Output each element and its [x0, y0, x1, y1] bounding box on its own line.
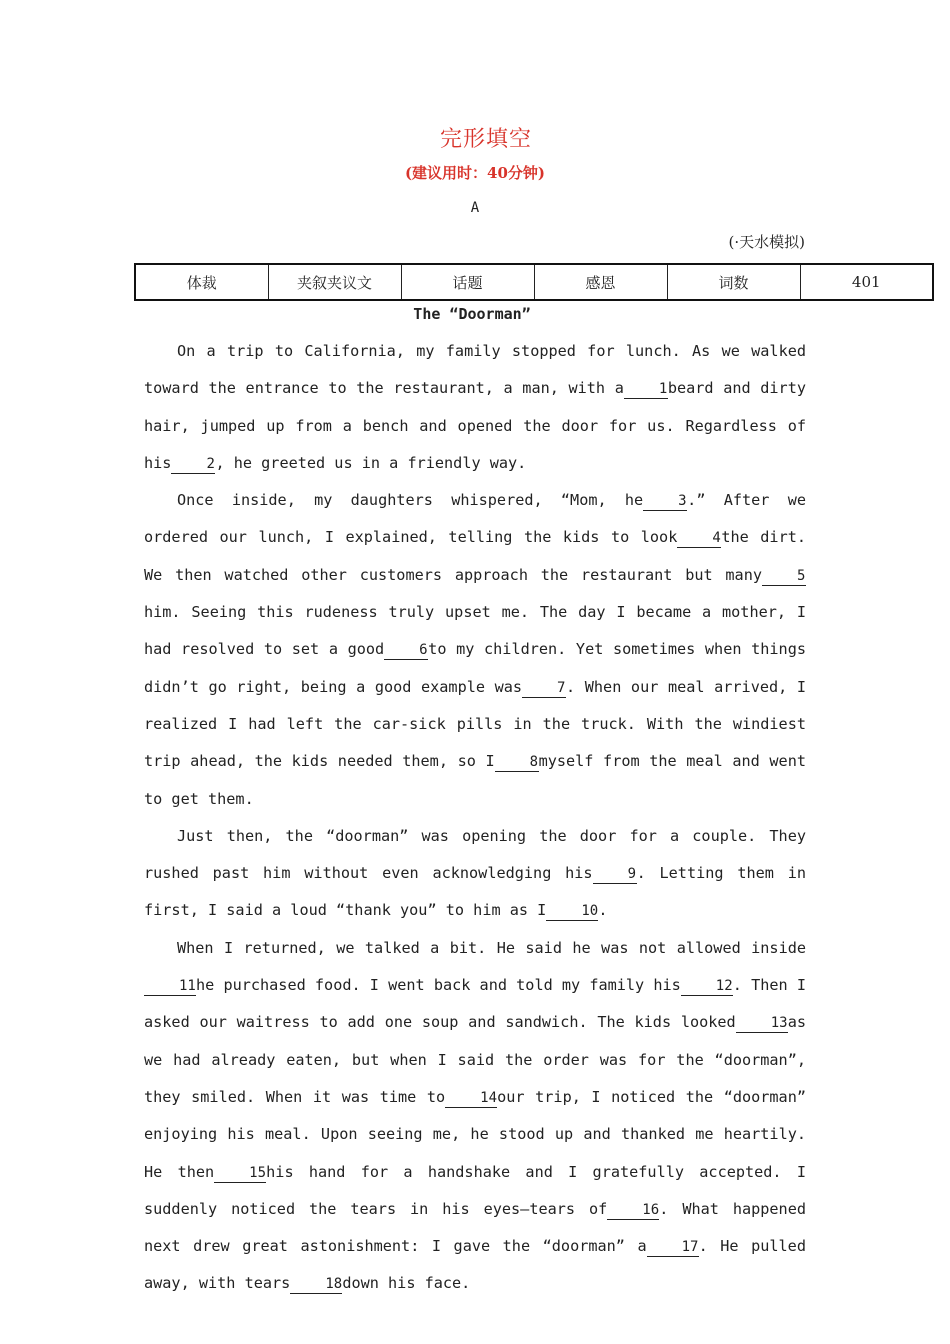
- paragraph-text: his hand for a handshake and I gratefully accepted. I suddenly noticed the tears in his eyes—tears of: [144, 1162, 806, 1218]
- paragraph-text: Once inside, my daughters whispered, “Mom, he: [177, 491, 644, 510]
- blank-number: 4: [712, 530, 721, 547]
- genre-value: 夹叙夹议文: [268, 264, 401, 300]
- time-note: (建议用时：40分钟): [404, 164, 546, 182]
- blank-number: 6: [419, 642, 428, 659]
- genre-label: 体裁: [135, 264, 268, 300]
- blank-12[interactable]: [681, 976, 733, 996]
- paragraph-text: , he greeted us in a friendly way.: [215, 453, 527, 472]
- story-body: [144, 333, 806, 1303]
- blank-number: 13: [770, 1015, 788, 1032]
- paragraph-text: . Then I asked our waitress to add one soup and sandwich. The kids looked: [144, 976, 806, 1032]
- blank-number: 14: [480, 1089, 497, 1106]
- blank-number: 11: [179, 978, 196, 995]
- topic-value: 感恩: [534, 264, 667, 300]
- info-table-row: [135, 264, 933, 300]
- story-paragraph: [144, 818, 806, 930]
- story-paragraph: [144, 930, 806, 1303]
- paragraph-text: . Letting them in first, I said a loud “thank you” to him as I: [144, 864, 806, 920]
- blank-number: 1: [658, 381, 668, 398]
- blank-18[interactable]: [290, 1274, 342, 1294]
- paragraph-text: down his face.: [342, 1274, 471, 1293]
- paragraph-text: . What happened next drew great astonishment: I gave the “doorman” a: [144, 1199, 806, 1256]
- blank-number: 2: [206, 455, 215, 472]
- paragraph-text: .” After we ordered our lunch, I explained, telling the kids to look: [144, 491, 806, 547]
- blank-7[interactable]: [522, 678, 566, 698]
- paragraph-text: to my children. Yet sometimes when things didn’t go right, being a good example was: [144, 640, 806, 696]
- blank-2[interactable]: [171, 454, 215, 474]
- blank-number: 7: [557, 679, 566, 696]
- paragraph-text: . He pulled away, with tears: [144, 1237, 806, 1293]
- paragraph-text: him. Seeing this rudeness truly upset me. The day I became a mother, I had resolved to set a good: [144, 603, 806, 659]
- blank-4[interactable]: [677, 528, 721, 548]
- word-count-value: 401: [800, 264, 933, 300]
- info-table: [134, 263, 934, 301]
- blank-17[interactable]: [647, 1237, 699, 1257]
- paragraph-text: as we had already eaten, but when I said the order was for the “doorman”, they smiled. When it was time to: [144, 1013, 806, 1106]
- blank-9[interactable]: [593, 864, 637, 884]
- topic-label: 话题: [401, 264, 534, 300]
- paragraph-text: On a trip to California, my family stopped for lunch. As we walked toward the entrance to the restaurant, a man, with a: [144, 342, 806, 398]
- paragraph-text: the dirt. We then watched other customers approach the restaurant but many: [144, 528, 807, 584]
- blank-1[interactable]: [624, 379, 668, 399]
- blank-13[interactable]: [736, 1013, 788, 1033]
- blank-number: 9: [627, 866, 637, 883]
- story-paragraph: [144, 482, 806, 818]
- source-note: (·天水模拟): [728, 233, 805, 251]
- paragraph-text: When I returned, we talked a bit. He said he was not allowed inside: [177, 938, 806, 957]
- blank-5[interactable]: [762, 566, 806, 586]
- blank-14[interactable]: [445, 1088, 497, 1108]
- blank-number: 5: [797, 567, 806, 584]
- blank-number: 3: [678, 493, 687, 510]
- blank-number: 12: [715, 978, 733, 995]
- word-count-label: 词数: [667, 264, 800, 300]
- blank-number: 17: [681, 1239, 699, 1256]
- blank-10[interactable]: [546, 901, 598, 921]
- blank-number: 10: [581, 903, 599, 920]
- blank-number: 16: [642, 1201, 660, 1218]
- paragraph-text: he purchased food. I went back and told my family his: [196, 976, 681, 995]
- blank-6[interactable]: [384, 640, 428, 660]
- paragraph-text: . When our meal arrived, I realized I had left the car-sick pills in the truck. With the windiest trip ahead, the kids needed them, so I: [144, 677, 806, 771]
- paragraph-text: myself from the meal and went to get them.: [144, 752, 806, 808]
- paragraph-text: .: [598, 901, 608, 920]
- section-label: A: [470, 200, 480, 216]
- paragraph-text: our trip, I noticed the “doorman” enjoying his meal. Upon seeing me, he stood up and thanked me heartily. He then: [144, 1087, 806, 1181]
- paragraph-text: Just then, the “doorman” was opening the door for a couple. They rushed past him without even acknowledging his: [144, 826, 806, 883]
- page-title: 完形填空: [439, 127, 532, 152]
- paragraph-text: beard and dirty hair, jumped up from a bench and opened the door for us. Regardless of his: [144, 379, 806, 472]
- blank-number: 18: [325, 1276, 343, 1293]
- story-paragraph: [144, 333, 806, 482]
- blank-16[interactable]: [607, 1200, 659, 1220]
- blank-11[interactable]: [144, 976, 196, 996]
- blank-number: 8: [529, 754, 539, 771]
- blank-15[interactable]: [214, 1163, 266, 1183]
- story-title: The “Doorman”: [413, 305, 531, 323]
- blank-number: 15: [249, 1164, 267, 1181]
- blank-3[interactable]: [643, 491, 687, 511]
- blank-8[interactable]: [495, 752, 539, 772]
